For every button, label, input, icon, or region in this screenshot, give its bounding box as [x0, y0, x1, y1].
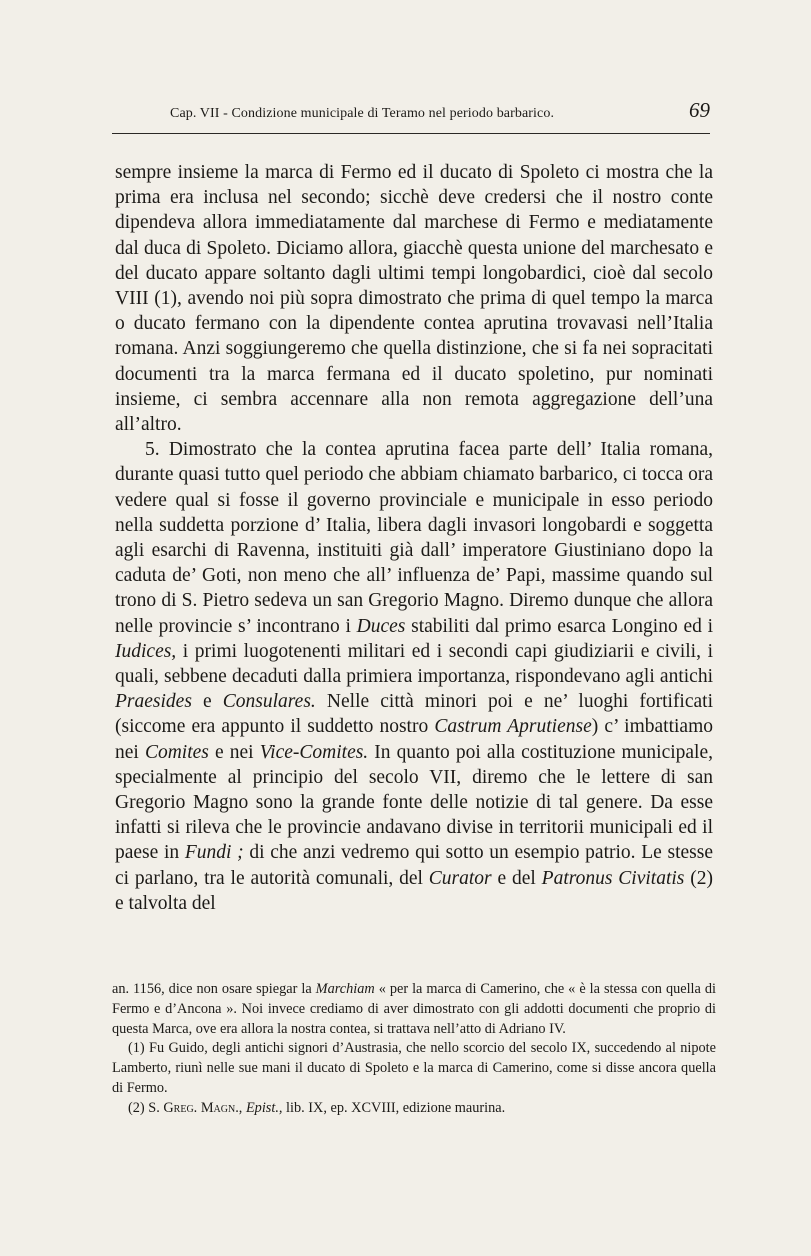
- page-header: [112, 98, 710, 132]
- italic-term: Marchiam: [315, 981, 375, 997]
- text-span: Nelle città minori poi e ne’ luoghi fortificati (siccome era appunto il suddetto nostro: [115, 691, 713, 738]
- text-span: e del: [491, 867, 542, 889]
- text-span: 5. Dimostrato che la contea aprutina facea parte dell’ Italia romana, durante quasi tutto quel periodo che abbiam chiamato barbarico, ci tocca ora vedere qual si fosse il governo provinciale e municipale in esso periodo nella suddetta porzione d’ Italia, libera dagli invasori longobardi e soggetta agli esarchi di Ravenna, instituiti già dall’ imperatore Giustiniano dopo la caduta de’ Goti, non meno che all’ influenza de’ Papi, massime quando sul trono di S. Pietro sedeva un san Gregorio Magno. Diremo dunque che allora nelle provincie s’ incontrano i: [115, 439, 713, 637]
- text-span: In quanto poi alla costituzione municipale, specialmente al principio del secolo VII, diremo che le lettere di san Gregorio Magno sono la grande fonte delle notizie di tal genere. Da esse infatti si rileva che le provincie andavano divise in territorii municipali ed il paese in: [115, 741, 713, 864]
- footnote-2: [112, 1099, 716, 1119]
- text-span: e: [191, 691, 223, 713]
- italic-term: Duces: [356, 615, 406, 637]
- text-span: « per la marca di Camerino, che « è la stessa con quella di Fermo e d’Ancona ». Noi invece crediamo di aver dimostrato con gli addotti documenti che proprio di questa Marca, ove era allora la nostra contea, si trattava nell’atto di Adriano IV.: [112, 981, 716, 1037]
- italic-term: Epist.,: [245, 1099, 283, 1116]
- italic-term: Fundi ;: [184, 842, 244, 864]
- small-caps-citation: Greg. Magn.,: [163, 1099, 243, 1116]
- text-span: stabiliti dal primo esarca Longino ed i: [405, 615, 713, 637]
- italic-term: Curator: [428, 867, 492, 889]
- text-span: ) c’ imbattiamo nei: [115, 716, 713, 763]
- running-head: Cap. VII - Condizione municipale di Teramo nel periodo barbarico.: [170, 106, 555, 121]
- header-rule: [112, 133, 710, 134]
- paragraph-continued: sempre insieme la marca di Fermo ed il ducato di Spoleto ci mostra che la prima era inclusa nel secondo; sicchè deve credersi che il nostro conte dipendeva allora immediatamente dal marchese di Fermo e mediatamente dal duca di Spoleto. Diciamo allora, giacchè questa unione del marchesato e del ducato appare soltanto dagli ultimi tempi longobardici, cioè dal secolo VIII (1), avendo noi più sopra dimostrato che prima di quel tempo la marca o ducato fermano con la dipendente contea aprutina trovavasi nell’Italia romana. Anzi soggiungeremo che quella distinzione, che si fa nei sopracitati documenti tra la marca fermana ed il ducato spoletino, pur nominati insieme, ci sembra accennare alla non remota aggregazione dell’una all’altro.: [115, 162, 713, 436]
- footnote-continued: [112, 980, 716, 1039]
- paragraph-section-5: [115, 437, 713, 916]
- italic-term: Praesides: [115, 691, 192, 713]
- italic-term: Patronus Civitatis: [541, 867, 685, 889]
- italic-term: Iudices,: [115, 640, 177, 662]
- text-span: di che anzi vedremo qui sotto un esempio patrio. Le stesse ci parlano, tra le autorità comunali, del: [115, 842, 713, 889]
- italic-term: Comites: [144, 741, 209, 763]
- italic-term: Consulares.: [222, 691, 316, 713]
- page-number: 69: [689, 98, 710, 122]
- text-span: (2) S.: [128, 1099, 164, 1116]
- text-span: lib. IX, ep. XCVIII, edizione maurina.: [282, 1099, 506, 1116]
- footnote-1: (1) Fu Guido, degli antichi signori d’Austrasia, che nello scorcio del secolo IX, succedendo al nipote Lamberto, riunì nelle sue mani il ducato di Spoleto e la marca di Camerino, come si disse ancora quella di Fermo.: [112, 1040, 716, 1096]
- main-text: [115, 160, 713, 916]
- text-span: an. 1156, dice non osare spiegar la: [112, 981, 316, 997]
- text-span: (2) e talvolta del: [115, 867, 713, 914]
- footnotes: [112, 980, 716, 1119]
- italic-term: Vice-Comites.: [259, 741, 369, 763]
- italic-term: Castrum Aprutiense: [434, 716, 592, 738]
- text-span: i primi luogotenenti militari ed i secondi capi giudiziarii e civili, i quali, sebbene decaduti dalla primiera importanza, rispondevano agli antichi: [115, 640, 713, 688]
- text-span: e nei: [208, 741, 260, 763]
